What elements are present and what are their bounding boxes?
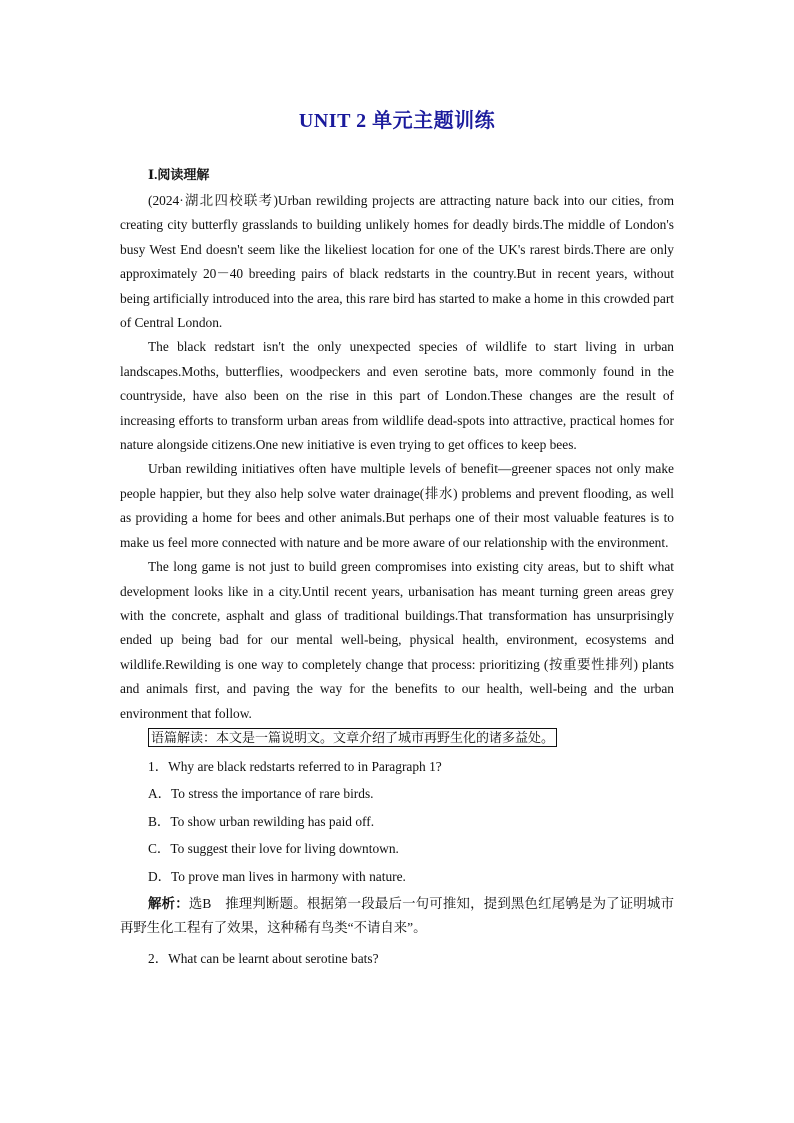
analysis-note-box: 语篇解读：本文是一篇说明文。文章介绍了城市再野生化的诸多益处。 (148, 728, 557, 747)
question-1-option-d: D．To prove man lives in harmony with nature. (148, 868, 406, 884)
question-1-option-a: A．To stress the importance of rare birds. (148, 786, 374, 802)
explanation-label: 解析： (148, 895, 189, 911)
passage-paragraph-1: (2024·湖北四校联考)Urban rewilding projects are attracting nature back into our cities, from creating city butterfly grasslands to building unlikely homes for deadly birds.The middle of London's busy West End doesn't seem like the likeliest location for one of the UK's rarest birds.There are only approximately 20－40 breeding pairs of black redstarts in the country.But in recent years, without being artificially introduced into the area, this rare bird has started to make a home in this crowded part of Central London. (120, 193, 674, 331)
question-1-option-c: C．To suggest their love for living downtown. (148, 841, 399, 857)
passage-paragraph-4: The long game is not just to build green compromises into existing city areas, but to shift what development looks like in a city.Until recent years, urbanisation has meant turning green areas grey with the concrete, asphalt and glass of traditional buildings.That transformation has unsurprisingly ended up being bad for our mental well-being, physical health, environment, ecosystems and wildlife.Rewilding is one way to completely change that process: prioritizing (按重要性排列) plants and animals first, and paving the way for the benefits to our health, well-being and the urban environment that follow. (120, 559, 674, 721)
passage-paragraph-3: Urban rewilding initiatives often have multiple levels of benefit—greener spaces not only make people happier, but they also help solve water drainage(排水) problems and prevent flooding, as well as providing a home for bees and other animals.But perhaps one of their most valuable features is to make us feel more connected with nature and be more aware of our relationship with the environment. (120, 461, 674, 550)
section-heading: Ⅰ.阅读理解 (148, 167, 210, 182)
document-body (120, 189, 674, 969)
question-1-stem: 1．Why are black redstarts referred to in Paragraph 1? (148, 759, 442, 775)
question-2-stem: 2．What can be learnt about serotine bats? (148, 950, 379, 966)
explanation-text: 选B 推理判断题。根据第一段最后一句可推知，提到黑色红尾鸲是为了证明城市再野生化工程有了效果，这种稀有鸟类“不请自来”。 (120, 895, 674, 935)
passage-paragraph-2: The black redstart isn't the only unexpected species of wildlife to start living in urban landscapes.Moths, butterflies, woodpeckers and even serotine bats, more commonly found in the countryside, have also been on the rise in this part of London.These changes are the result of increasing efforts to transform urban areas from wildlife dead-spots into attractive, practical homes for nature alongside citizens.One new initiative is even trying to get offices to keep bees. (120, 339, 674, 453)
question-1-option-b: B．To show urban rewilding has paid off. (148, 813, 375, 829)
page-title: UNIT 2 单元主题训练 (298, 110, 496, 132)
question-1-explanation (120, 892, 674, 940)
